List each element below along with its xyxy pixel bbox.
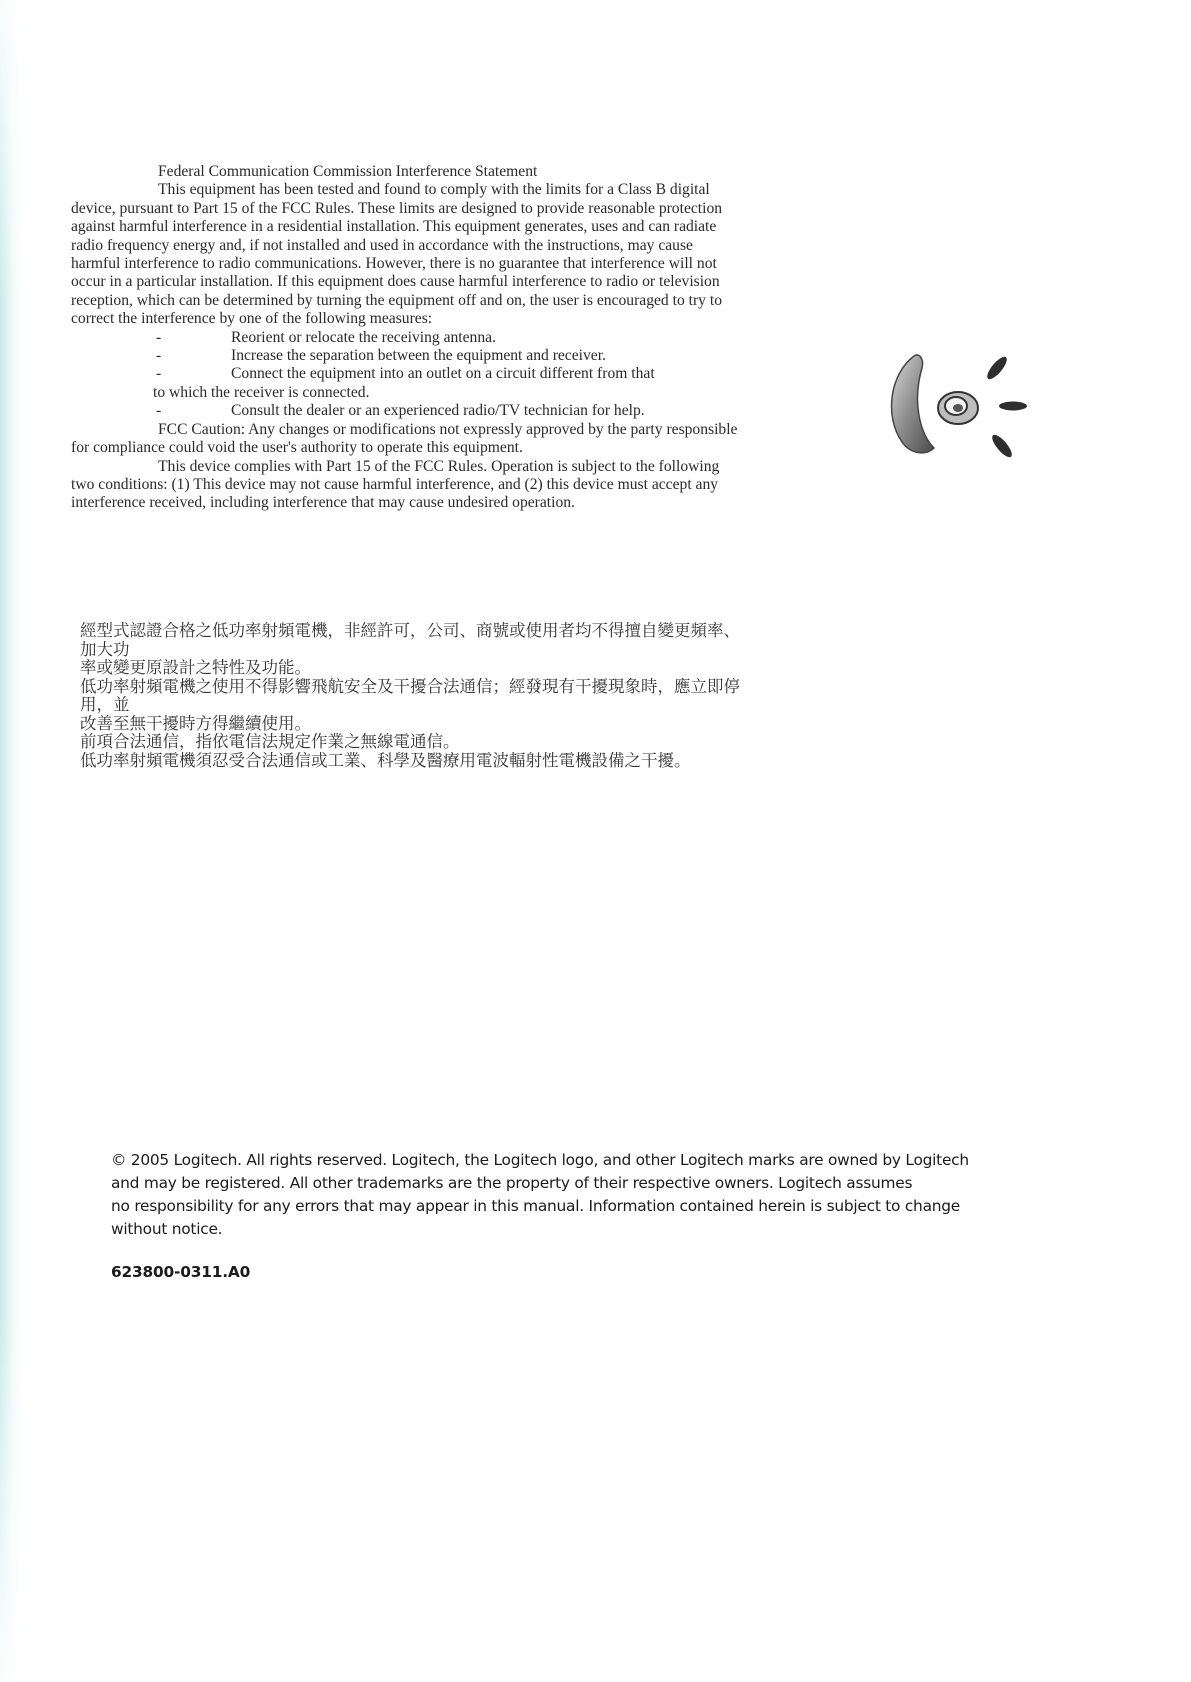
chinese-line: 經型式認證合格之低功率射頻電機，非經許可，公司、商號或使用者均不得擅自變更頻率、加大功 (80, 621, 740, 659)
fcc-statement (71, 163, 741, 513)
measure-item (71, 402, 741, 420)
chinese-line: 率或變更原設計之特性及功能。 (80, 658, 311, 677)
copyright-line: without notice. (111, 1220, 223, 1238)
page-edge-tint (0, 0, 22, 1682)
bullet-dash: - (156, 347, 162, 365)
chinese-line: 改善至無干擾時方得繼續使用。 (80, 713, 311, 733)
copyright-line: and may be registered. All other trademarks are the property of their respective owners. Logitech assumes (111, 1174, 913, 1192)
measure-item (71, 365, 741, 383)
measure-text: Consult the dealer or an experienced radio/TV technician for help. (231, 402, 645, 420)
fcc-caution: FCC Caution: Any changes or modifications not expressly approved by the party responsible for compliance could void the user's authority to operate this equipment. (71, 420, 738, 457)
part-number: 623800-0311.A0 (111, 1263, 251, 1281)
copyright-line: no responsibility for any errors that may appear in this manual. Information contained herein is subject to change (111, 1197, 960, 1215)
bullet-dash: - (156, 328, 162, 346)
measure-text: Reorient or relocate the receiving antenna. (231, 328, 496, 346)
measure-text: Increase the separation between the equipment and receiver. (231, 347, 606, 365)
measure-continuation: to which the receiver is connected. (153, 383, 370, 401)
copyright-notice (111, 1149, 1031, 1241)
fcc-title: Federal Communication Commission Interference Statement (158, 163, 538, 180)
fcc-compliance: This device complies with Part 15 of the FCC Rules. Operation is subject to the following two conditions: (1) This device may not cause harmful interference, and (2) this device must accept any interference received, including interference that may cause undesired operation. (71, 457, 720, 512)
measure-item (71, 329, 741, 347)
logitech-logo-icon (880, 346, 1030, 466)
fcc-paragraph: This equipment has been tested and found to comply with the limits for a Class B digital device, pursuant to Part 15 of the FCC Rules. These limits are designed to provide reasonable protection against harmful interference in a residential installation. This equipment generates, uses and can radiate radio frequency energy and, if not installed and used in accordance with the instructions, may cause harmful interference to radio communications. However, there is no guarantee that interference will not occur in a particular installation. If this equipment does cause harmful interference to radio or television reception, which can be determined by turning the equipment off and on, the user is encouraged to try to correct the interference by one of the following measures: (71, 181, 723, 328)
chinese-line: 低功率射頻電機須忍受合法通信或工業、科學及醫療用電波輻射性電機設備之干擾。 (80, 750, 691, 770)
bullet-dash: - (156, 402, 162, 420)
bullet-dash: - (156, 365, 162, 383)
copyright-line: © 2005 Logitech. All rights reserved. Logitech, the Logitech logo, and other Logitech marks are owned by Logitech (111, 1151, 969, 1169)
measure-text: Connect the equipment into an outlet on a circuit different from that (231, 365, 655, 383)
measure-item (71, 347, 741, 365)
chinese-line: 低功率射頻電機之使用不得影響飛航安全及干擾合法通信；經發現有干擾現象時，應立即停用，並 (80, 676, 740, 714)
chinese-ncc-statement (80, 622, 740, 770)
chinese-line: 前項合法通信，指依電信法規定作業之無線電通信。 (80, 732, 460, 751)
